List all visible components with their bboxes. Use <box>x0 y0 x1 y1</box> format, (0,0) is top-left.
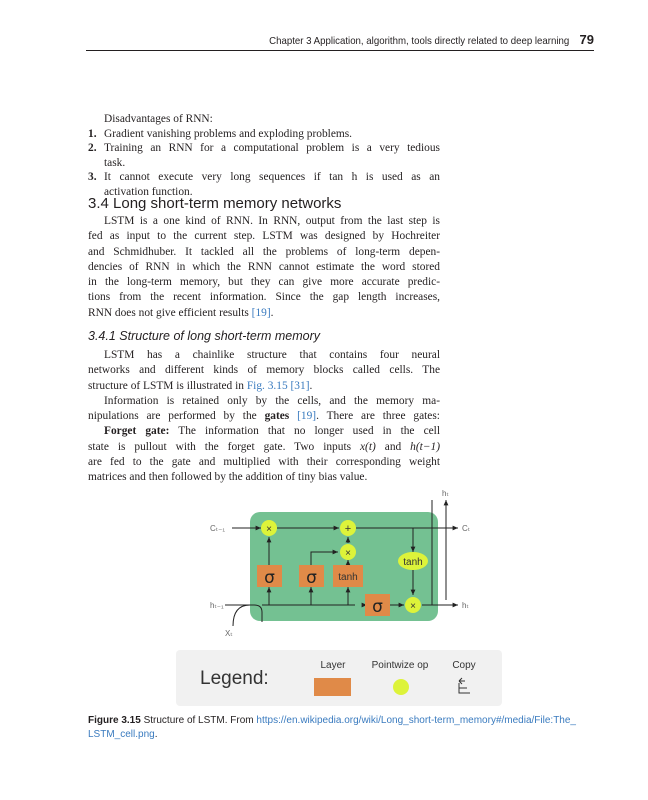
section-heading: 3.4 Long short-term memory networks <box>88 195 342 212</box>
list-intro: Disadvantages of RNN: <box>104 113 213 125</box>
paragraph-line: LSTM has a chainlike structure that contains four neural <box>104 349 440 361</box>
citation-link[interactable]: [31] <box>290 379 310 392</box>
citation-link[interactable]: [19] <box>297 410 317 423</box>
disadvantages-list <box>88 112 440 200</box>
paragraph-text: and <box>375 440 411 453</box>
input-gate-layer <box>299 565 324 588</box>
caption-label: Figure 3.15 <box>88 715 141 726</box>
svg-text:×: × <box>266 524 272 535</box>
figure-ref-link[interactable]: Fig. 3.15 <box>246 379 288 392</box>
forget-gate-layer <box>257 565 282 588</box>
chapter-title: Chapter 3 Application, algorithm, tools directly related to deep learning <box>269 35 570 47</box>
cell-add-op <box>340 520 356 536</box>
legend-pointwise-label: Pointwize op <box>371 660 429 671</box>
svg-text:σ: σ <box>264 568 275 588</box>
paragraph-line: Information is retained only by the cells, and the memory ma- <box>104 394 440 407</box>
running-header <box>86 32 594 51</box>
svg-text:σ: σ <box>372 597 383 617</box>
paragraph-line: fed as input to the current step. LSTM was designed by Hochreiter <box>88 230 440 243</box>
paragraph-text: . There are three gates: <box>316 410 440 423</box>
list-text: Gradient vanishing problems and exploding problems. <box>104 127 353 140</box>
paragraph-line: and Schmidhuber. It tackled all the problems of long-term depen- <box>88 245 440 258</box>
caption-text: Structure of LSTM. From <box>140 715 257 726</box>
list-text: task. <box>104 156 126 169</box>
xt-in-line <box>233 605 250 626</box>
paragraph-line <box>88 424 440 439</box>
list-text: It cannot execute very long sequences if tan h is used as an <box>104 171 440 184</box>
xt-math: x(t) <box>360 440 376 453</box>
structure-paragraph <box>88 348 440 486</box>
svg-text:tanh: tanh <box>403 557 423 568</box>
ct-label: Cₜ <box>462 524 471 533</box>
input-multiply-op <box>340 544 356 560</box>
paragraph-line: matrices and then followed by the addition of tiny bias value. <box>88 471 368 484</box>
output-multiply-op <box>405 597 421 613</box>
paragraph-line: structure of LSTM is illustrated in Fig. 3.15 [31]. <box>88 379 313 392</box>
paragraph-line: networks and different kinds of memory blocks called cells. The <box>88 364 440 377</box>
list-number: 1. <box>88 127 97 140</box>
legend-title: Legend: <box>200 668 269 689</box>
list-number: 3. <box>88 171 97 184</box>
paragraph-text: RNN does not give efficient results <box>88 306 249 319</box>
paragraph-line <box>88 440 440 455</box>
list-item <box>88 127 440 142</box>
gates-term: gates <box>264 410 290 423</box>
legend-pointwise-swatch <box>393 679 409 695</box>
tanh-pointwise-op <box>398 552 428 570</box>
ht-label: hₜ <box>462 601 469 610</box>
output-gate-layer <box>365 594 390 617</box>
candidate-tanh-layer <box>333 565 363 587</box>
legend-layer-label: Layer <box>320 660 346 671</box>
list-text: activation function. <box>104 185 193 198</box>
paragraph-line: dencies of RNN in which the RNN cannot estimate the word stored <box>88 260 440 273</box>
legend-layer-swatch <box>314 678 351 696</box>
svg-text:×: × <box>345 548 351 559</box>
svg-text:×: × <box>410 601 416 612</box>
caption-end: . <box>154 728 158 740</box>
paragraph-line: in the long-term memory, but they can give more accurate predic- <box>88 276 440 289</box>
ht-top-label: hₜ <box>442 489 449 498</box>
paragraph-text: state is pullout with the forget gate. Two inputs <box>88 440 360 453</box>
legend-box <box>176 650 502 706</box>
forget-gate-term: Forget gate: <box>104 425 170 438</box>
svg-text:tanh: tanh <box>338 572 358 583</box>
paragraph-text: The information that no longer used in the cell <box>169 425 441 438</box>
svg-text:+: + <box>344 523 352 535</box>
ct-prev-label: Cₜ₋₁ <box>210 524 226 533</box>
legend-copy-label: Copy <box>452 660 476 671</box>
citation-link[interactable]: [19] <box>251 306 271 319</box>
paragraph-line: LSTM is a one kind of RNN. In RNN, output from the last step is <box>104 215 440 227</box>
xt-label: Xₜ <box>225 629 233 638</box>
paragraph-line: tions from the recent information. Since the gap length increases, <box>88 291 440 304</box>
paragraph-line <box>88 409 440 424</box>
caption-url-link[interactable]: https://en.wikipedia.org/wiki/Long_short-term_memory#/media/File:The_ <box>256 715 576 726</box>
section-paragraph <box>88 214 440 321</box>
ht1-math: h(t−1) <box>410 440 440 453</box>
forget-multiply-op <box>261 520 277 536</box>
list-item <box>88 141 440 170</box>
paragraph-text: nipulations are performed by the <box>88 410 257 423</box>
paragraph-text: structure of LSTM is illustrated in <box>88 379 244 392</box>
figure-caption <box>88 714 588 741</box>
page-number: 79 <box>579 32 594 47</box>
paragraph-line: RNN does not give efficient results [19]. <box>88 306 274 319</box>
subsection-heading: 3.4.1 Structure of long short-term memory <box>88 329 321 343</box>
ht-prev-label: hₜ₋₁ <box>210 601 224 610</box>
caption-url-link-cont[interactable]: LSTM_cell.png <box>88 728 155 740</box>
list-text: Training an RNN for a computational problem is a very tedious <box>104 142 440 155</box>
list-number: 2. <box>88 142 97 155</box>
svg-text:σ: σ <box>306 568 317 588</box>
paragraph-line: are fed to the gate and multiplied with their corresponding weight <box>88 456 440 469</box>
